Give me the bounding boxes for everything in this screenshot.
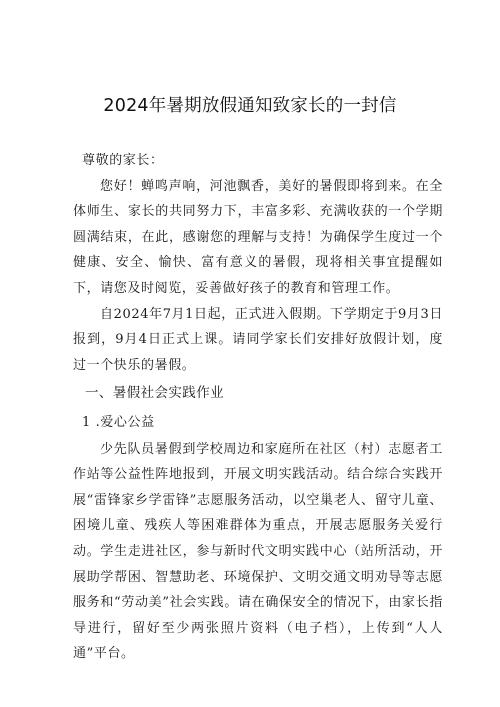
greeting: 尊敬的家长： [82,153,164,168]
paragraph-intro: 您好！蝉鸣声响，河池飘香，美好的暑假即将到来。在全体师生、家长的共同努力下，丰富多彩、充满收获的一个学期圆满结束，在此，感谢您的理解与支持！为确保学生度过一个健康、安全、愉快、富有意义的暑假，现将相关事宜提醒如下，请您及时阅览，妥善做好孩子的教育和管理工作。 [73,178,443,296]
document-title: 2024年暑期放假通知致家长的一封信 [103,96,397,116]
subsection-heading: 1 .爱心公益 [82,414,155,430]
document-body [73,148,443,667]
paragraph-volunteer: 少先队员暑假到学校周边和家庭所在社区（村）志愿者工作站等公益性阵地报到，开展文明实践活动。结合综合实践开展“雷锋家乡学雷锋”志愿服务活动，以空巢老人、留守儿童、困境儿童、残疾人等困难群体为重点，开展志愿服务关爱行动。学生走进社区，参与新时代文明实践中心（站所活动，开展助学帮困、智慧助老、环境保护、文明交通文明劝导等志愿服务和“劳动美”社会实践。请在确保安全的情况下，由家长指导进行，留好至少两张照片资料（电子档），上传到“人人通”平台。 [73,441,443,662]
paragraph-schedule: 自2024年7月1日起，正式进入假期。下学期定于9月3日报到，9月4日正式上课。请同学家长们安排好放假计划，度过一个快乐的暑假。 [73,306,443,373]
section-heading: 一、暑假社会实践作业 [85,385,224,402]
